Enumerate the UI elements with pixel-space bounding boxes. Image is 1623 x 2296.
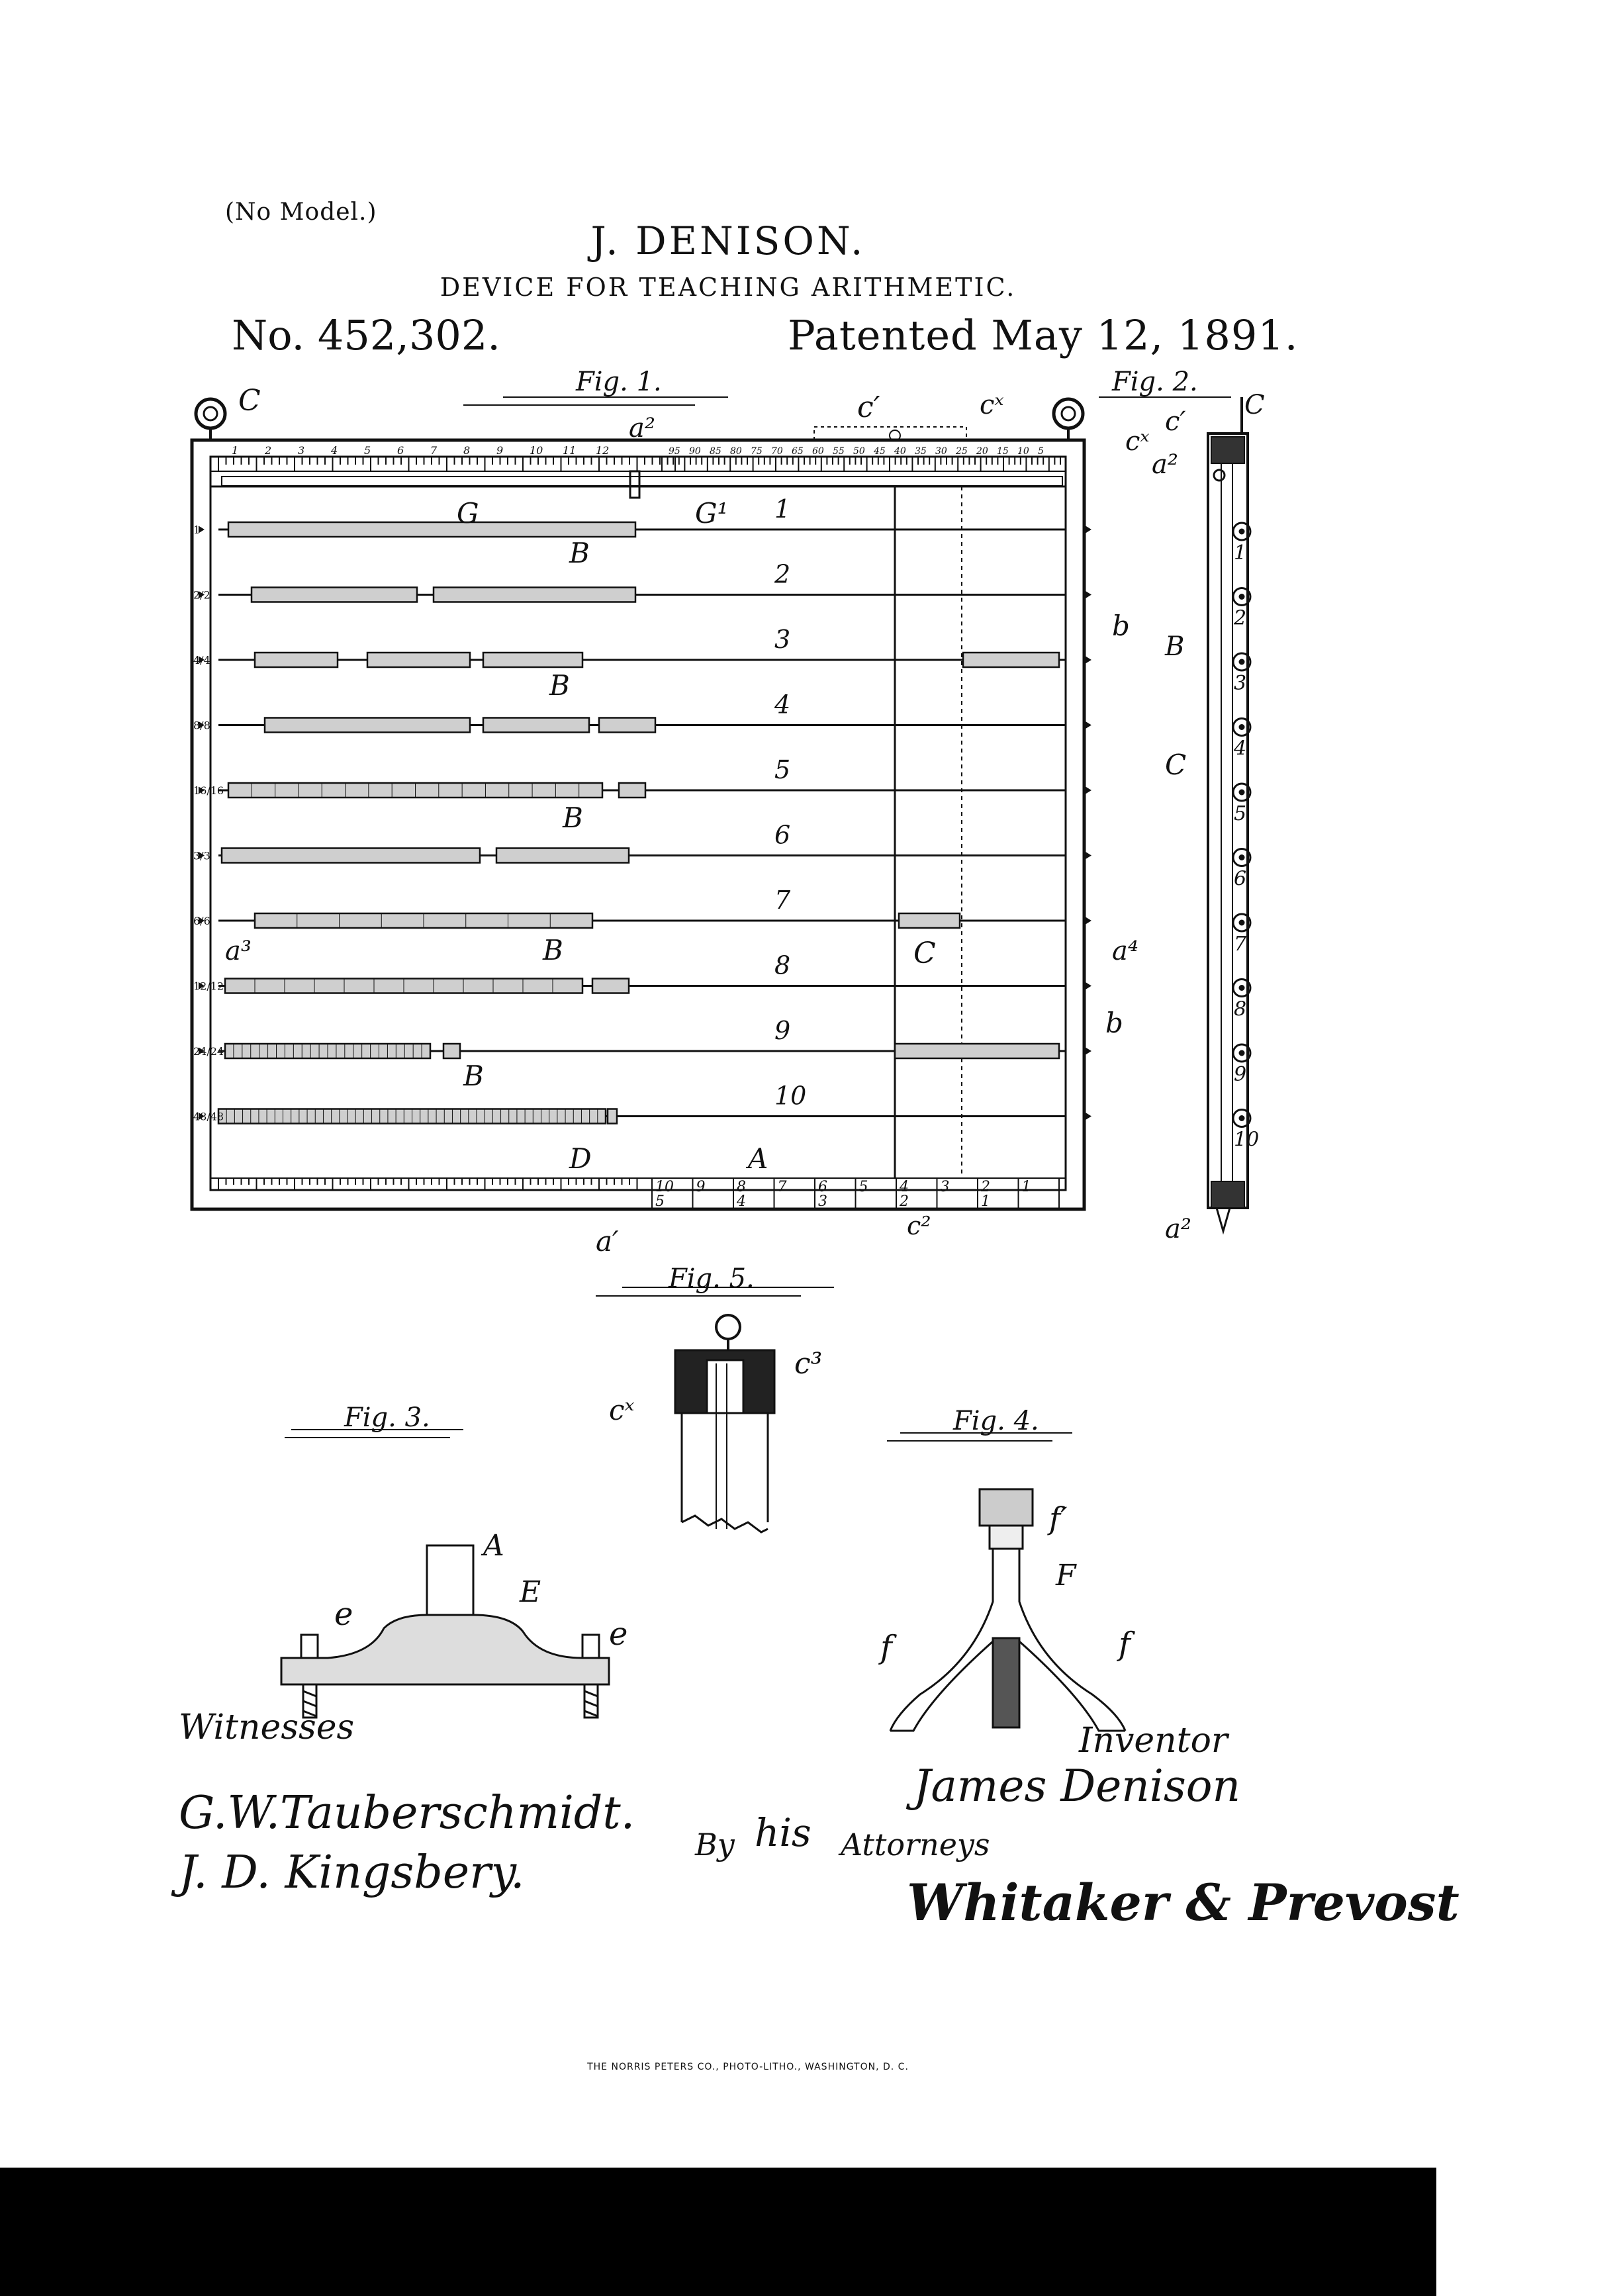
fig2-label-cx: cˣ — [1125, 426, 1150, 457]
label-C-mid: C — [913, 937, 936, 970]
patent-date: Patented May 12, 1891. — [788, 311, 1299, 359]
fig5-label-c3: c³ — [794, 1347, 823, 1381]
inventor-signature: James Denison — [913, 1761, 1241, 1812]
row-number: 7 — [774, 886, 791, 915]
fig2-hole-center — [1239, 725, 1244, 730]
label-G: G — [457, 497, 479, 529]
label-D: D — [569, 1142, 592, 1175]
right-scale-label: 20 — [976, 446, 988, 457]
bead-block[interactable] — [228, 522, 635, 537]
right-scale-label: 30 — [935, 446, 947, 457]
fig2-hole-center — [1239, 529, 1244, 534]
right-scale-label: 50 — [853, 446, 865, 457]
right-scale-label: 85 — [710, 446, 721, 457]
bottom-scale-label: 1 — [1021, 1179, 1031, 1195]
fig2-hole-center — [1239, 1050, 1244, 1056]
scan-edge-bar — [0, 2168, 1436, 2296]
right-marker — [1086, 722, 1091, 729]
fig2-hole-center — [1239, 1116, 1244, 1121]
figure-3 — [281, 1430, 609, 1718]
label-A: A — [748, 1142, 768, 1175]
bottom-scale-label: 6 — [818, 1179, 827, 1195]
bead-block[interactable] — [483, 718, 589, 733]
label-c2: c² — [907, 1211, 931, 1240]
row-number: 3 — [774, 625, 791, 654]
top-scale-label: 2 — [265, 444, 272, 457]
right-marker — [1086, 983, 1091, 989]
bead-block[interactable] — [252, 588, 417, 602]
label-G1: G¹ — [695, 497, 729, 529]
bottom-scale-sublabel: 1 — [981, 1193, 990, 1210]
right-scale-label: 80 — [730, 446, 742, 457]
fig-3-label: Fig. 3. — [344, 1402, 430, 1433]
right-scale-label: 35 — [915, 446, 927, 457]
witness-signature-2: J. D. Kingsbery. — [179, 1847, 525, 1899]
right-marker — [1086, 787, 1091, 794]
fig-1-label: Fig. 1. — [576, 367, 662, 397]
top-scale-label: 8 — [463, 444, 471, 457]
row-fraction: 24/24 — [193, 1045, 224, 1058]
fig3-label-E: E — [520, 1575, 541, 1609]
attorneys-label: Attorneys — [841, 1827, 990, 1862]
right-scale-label: 5 — [1038, 446, 1044, 457]
bead-block[interactable] — [496, 849, 629, 863]
fig2-hole-center — [1239, 855, 1244, 860]
printer-imprint: THE NORRIS PETERS CO., PHOTO-LITHO., WASHINGTON, D. C. — [587, 2062, 909, 2072]
row-number: 9 — [774, 1016, 791, 1045]
bead-block[interactable] — [222, 849, 480, 863]
bead-block[interactable] — [443, 1044, 460, 1058]
bead-block[interactable] — [265, 718, 470, 733]
bottom-scale-label: 10 — [655, 1179, 674, 1195]
top-scale-label: 11 — [563, 444, 577, 457]
row-fraction: 1 — [193, 524, 201, 536]
by-label: By — [695, 1827, 735, 1862]
right-scale-label: 45 — [874, 446, 886, 457]
row-number: 1 — [774, 494, 791, 524]
bead-block[interactable] — [895, 1044, 1059, 1058]
inventor-label: Inventor — [1079, 1721, 1228, 1761]
row-number: 10 — [774, 1081, 807, 1111]
bottom-scale-sublabel: 4 — [737, 1193, 746, 1210]
fig3-label-e-left: e — [334, 1596, 353, 1633]
label-a1-bottom: a′ — [596, 1225, 619, 1258]
row-fraction: 4/4 — [193, 654, 210, 666]
fig2-label-c1: c′ — [1165, 406, 1186, 437]
right-scale-label: 65 — [792, 446, 804, 457]
top-scale-label: 10 — [530, 444, 543, 457]
label-b-1: b — [1112, 610, 1130, 642]
row-fraction: 48/48 — [193, 1110, 224, 1123]
bead-block[interactable] — [255, 653, 338, 667]
fig2-label-c: C — [1165, 749, 1187, 781]
bead-block[interactable] — [619, 783, 645, 798]
fig2-label-B: B — [1165, 631, 1185, 662]
right-scale-label: 15 — [997, 446, 1009, 457]
fig2-number: 8 — [1234, 997, 1247, 1021]
attorney-signature: Whitaker & Prevost — [907, 1873, 1460, 1932]
row-fraction: 16/16 — [193, 784, 224, 797]
fig2-label-c-top: C — [1244, 390, 1265, 420]
fig4-label-F: F — [1056, 1559, 1076, 1592]
bottom-scale-label: 5 — [858, 1179, 868, 1195]
witnesses-label: Witnesses — [179, 1708, 355, 1747]
fig2-hole-center — [1239, 790, 1244, 795]
label-a2-top: a² — [629, 413, 655, 443]
bead-block[interactable] — [963, 653, 1059, 667]
row-fraction: 12/12 — [193, 980, 224, 993]
right-scale-label: 40 — [894, 446, 906, 457]
label-B-5: B — [463, 1060, 484, 1092]
right-marker — [1086, 1113, 1091, 1120]
fig2-number: 10 — [1234, 1128, 1260, 1152]
fig2-hole-center — [1239, 594, 1244, 600]
no-model-note: (No Model.) — [225, 199, 377, 226]
bottom-scale-label: 3 — [940, 1179, 950, 1195]
row-fraction: 8/8 — [193, 719, 210, 732]
right-marker — [1086, 917, 1091, 924]
top-scale-label: 7 — [430, 444, 438, 457]
fig2-number: 7 — [1234, 933, 1247, 956]
right-scale-label: 25 — [956, 446, 968, 457]
right-marker — [1086, 526, 1091, 533]
fig4-label-f-left: f — [880, 1629, 892, 1666]
fig2-number: 1 — [1234, 541, 1247, 565]
witness-signature-1: G.W.Tauberschmidt. — [179, 1787, 635, 1839]
fig2-number: 9 — [1234, 1063, 1247, 1086]
fig3-label-A: A — [483, 1529, 504, 1563]
bead-block[interactable] — [483, 653, 582, 667]
figure-4 — [887, 1433, 1125, 1731]
right-scale-label: 10 — [1017, 446, 1029, 457]
fig2-label-a2-bottom: a² — [1165, 1214, 1191, 1244]
top-scale-label: 6 — [397, 444, 404, 457]
inventor-name-heading: J. DENISON. — [590, 218, 866, 263]
label-c-eyelet: C — [238, 384, 261, 418]
fig2-hole-center — [1239, 986, 1244, 991]
bottom-scale-sublabel: 2 — [900, 1193, 909, 1210]
bottom-scale-sublabel: 5 — [655, 1193, 665, 1210]
top-scale-label: 1 — [232, 444, 239, 457]
bottom-scale-label: 8 — [737, 1179, 746, 1195]
row-fraction: 6/6 — [193, 915, 210, 927]
label-B-1: B — [569, 537, 590, 569]
bottom-scale-label: 4 — [900, 1179, 909, 1195]
label-a4: a⁴ — [1112, 936, 1138, 966]
bead-block[interactable] — [592, 979, 629, 993]
row-number: 5 — [774, 755, 791, 784]
row-number: 4 — [774, 690, 791, 719]
fig2-number: 5 — [1234, 802, 1247, 825]
his-label: his — [755, 1810, 812, 1855]
right-scale-label: 60 — [812, 446, 824, 457]
right-marker — [1086, 592, 1091, 598]
fig3-label-e-right: e — [609, 1616, 628, 1653]
bead-block[interactable] — [367, 653, 470, 667]
fig5-label-cx: cˣ — [609, 1394, 635, 1426]
fig-5-label: Fig. 5. — [669, 1263, 755, 1294]
label-B-4: B — [543, 934, 563, 966]
row-number: 2 — [774, 559, 791, 589]
bottom-scale-label: 9 — [696, 1179, 706, 1195]
label-a3: a³ — [225, 936, 252, 966]
label-B-3: B — [563, 802, 583, 834]
bead-block[interactable] — [608, 1109, 617, 1124]
patent-number: No. 452,302. — [232, 311, 500, 359]
bottom-scale-label: 7 — [777, 1179, 787, 1195]
label-B-2: B — [549, 669, 570, 702]
fig2-number: 6 — [1234, 867, 1247, 891]
fig4-label-f1: f′ — [1049, 1500, 1068, 1536]
row-fraction: 2/2 — [193, 588, 210, 602]
bottom-scale-label: 2 — [981, 1179, 990, 1195]
fig2-number: 2 — [1234, 606, 1247, 630]
fig2-label-a2: a² — [1152, 449, 1178, 480]
right-scale-label: 90 — [689, 446, 701, 457]
right-marker — [1086, 1048, 1091, 1054]
fig2-number: 4 — [1234, 737, 1247, 760]
label-cx-top: cˣ — [980, 390, 1004, 420]
top-scale-label: 4 — [331, 444, 338, 457]
fig2-number: 3 — [1234, 672, 1247, 695]
fig-2-label: Fig. 2. — [1112, 367, 1198, 397]
right-scale-label: 55 — [833, 446, 845, 457]
bottom-scale-sublabel: 3 — [818, 1193, 827, 1210]
bead-block[interactable] — [899, 913, 960, 928]
label-b-2: b — [1105, 1007, 1123, 1039]
top-scale-label: 12 — [596, 444, 610, 457]
right-scale-label: 70 — [771, 446, 783, 457]
row-number: 8 — [774, 950, 791, 980]
fig-4-label: Fig. 4. — [953, 1406, 1039, 1436]
fig4-label-f-right: f — [1119, 1626, 1131, 1663]
right-marker — [1086, 657, 1091, 663]
right-scale-label: 95 — [669, 446, 680, 457]
bead-block[interactable] — [434, 588, 635, 602]
fig2-hole-center — [1239, 920, 1244, 925]
fig2-hole-center — [1239, 659, 1244, 665]
row-fraction: 3/3 — [193, 849, 210, 862]
row-number: 6 — [774, 820, 791, 850]
label-c1-top: c′ — [857, 390, 880, 424]
right-marker — [1086, 852, 1091, 859]
top-scale-label: 5 — [364, 444, 371, 457]
right-scale-label: 75 — [751, 446, 763, 457]
top-scale-label: 9 — [496, 444, 504, 457]
device-title: DEVICE FOR TEACHING ARITHMETIC. — [440, 273, 1017, 302]
top-scale-label: 3 — [298, 444, 305, 457]
bead-block[interactable] — [599, 718, 655, 733]
